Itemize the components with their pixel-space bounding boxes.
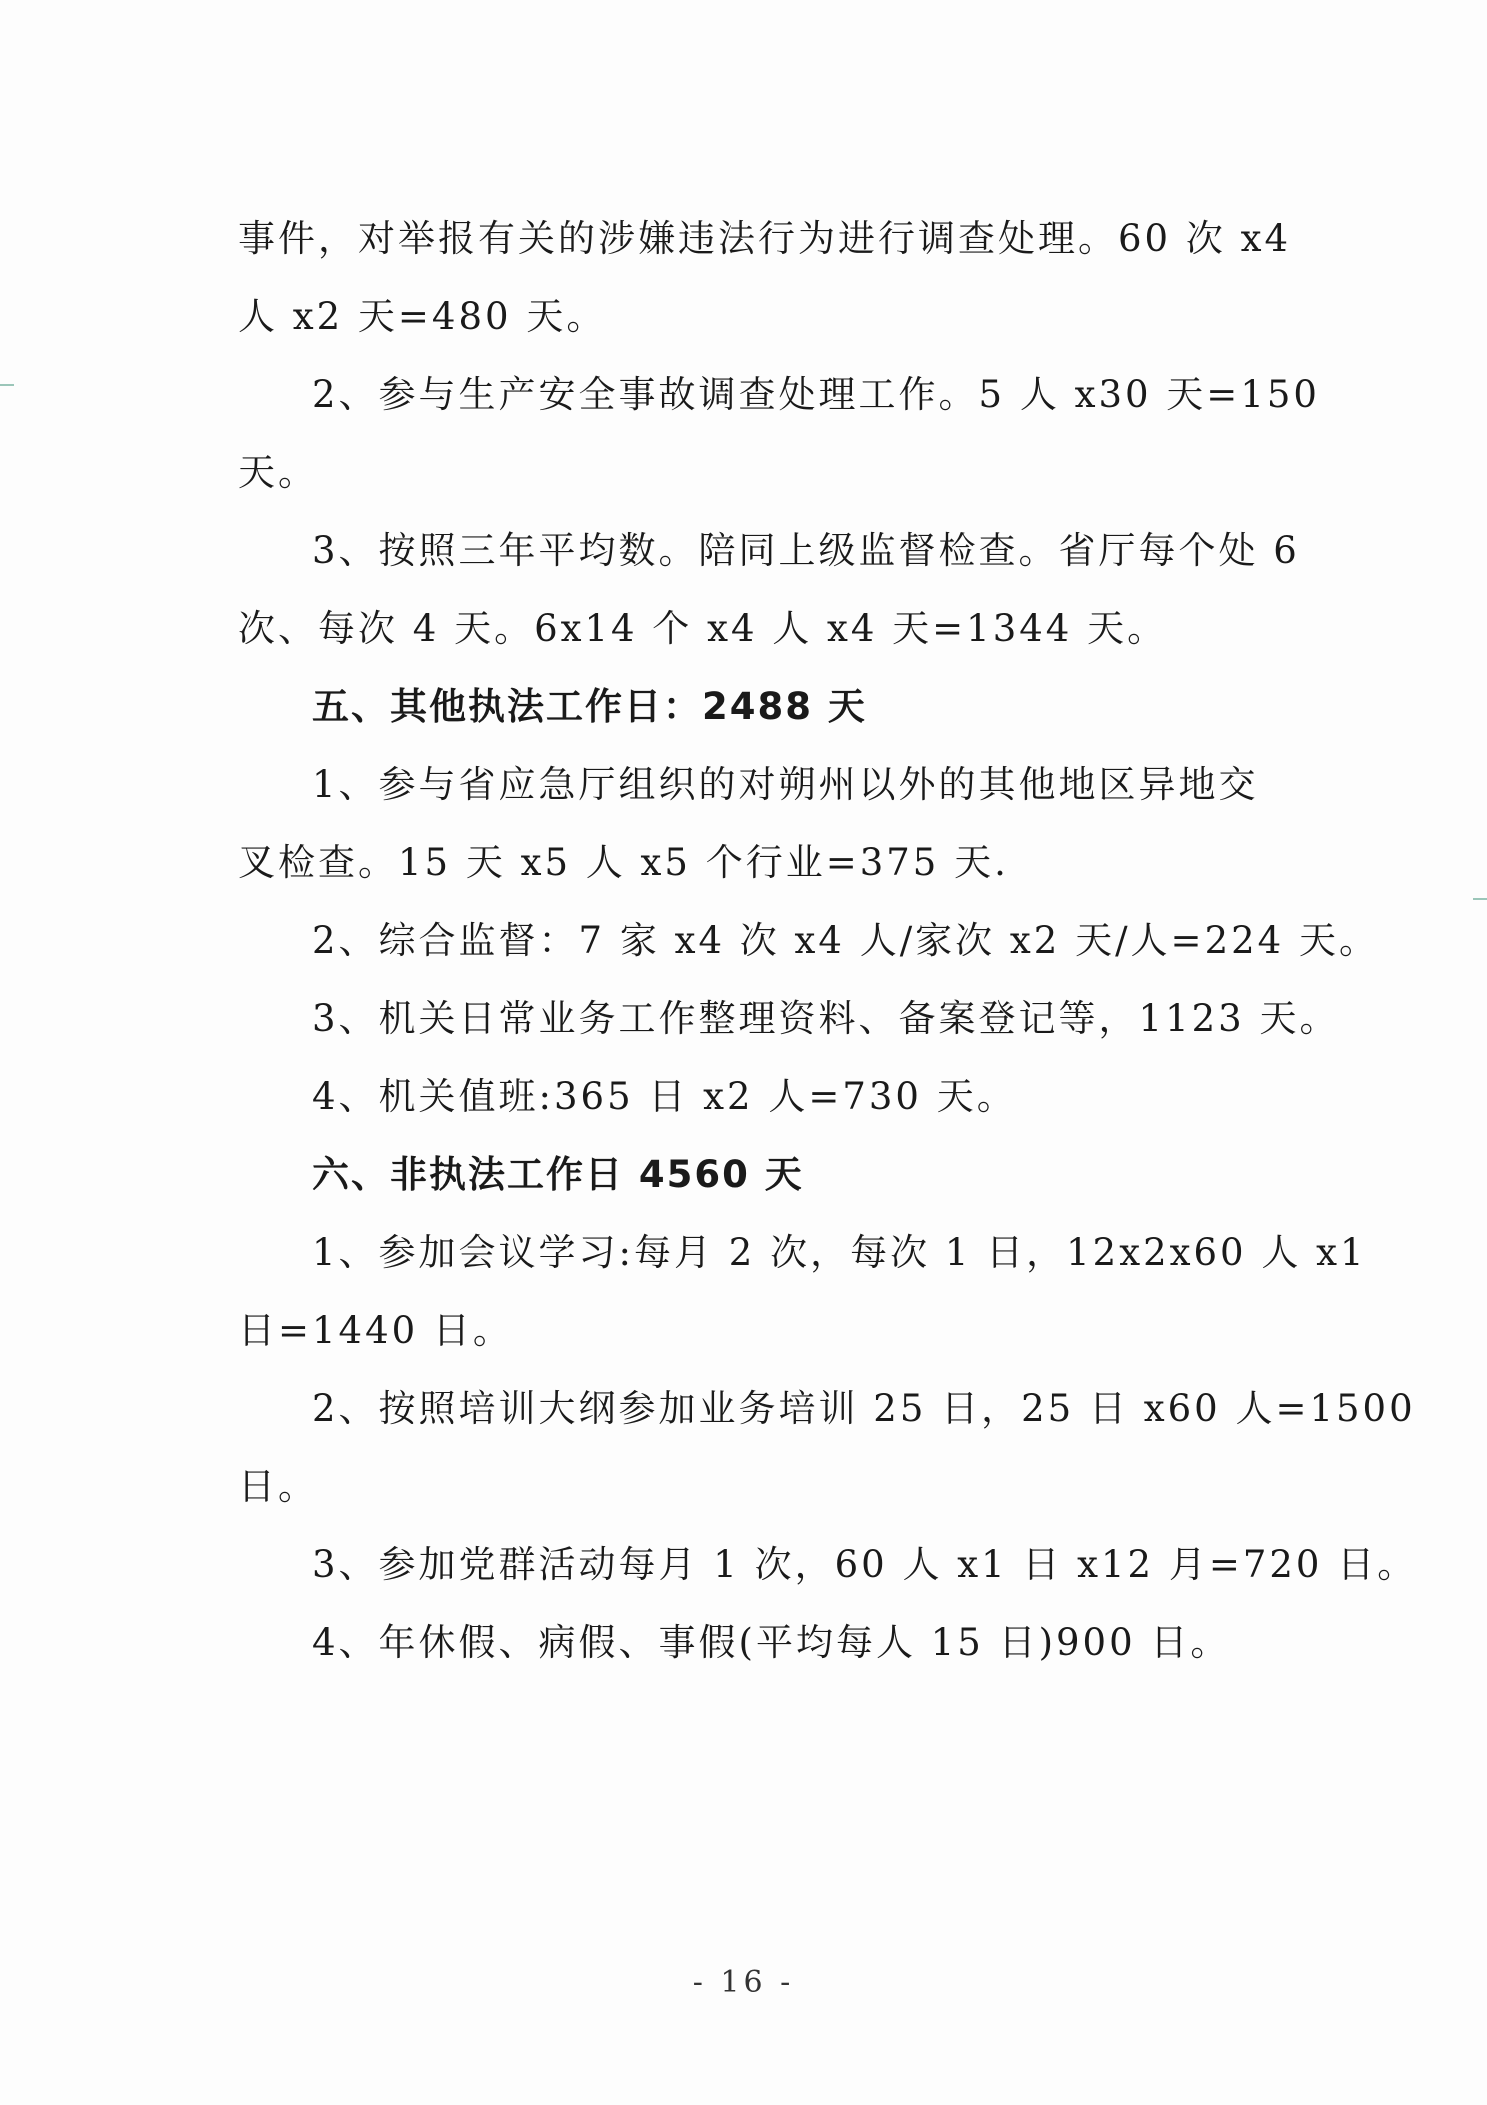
scan-mark-left bbox=[0, 384, 14, 386]
text-line: 次、每次 4 天。6x14 个 x4 人 x4 天=1344 天。 bbox=[238, 607, 1168, 650]
page-number: - 16 - bbox=[692, 1965, 795, 2000]
section-heading: 五、其他执法工作日：2488 天 bbox=[312, 685, 867, 728]
text-line: 3、参加党群活动每月 1 次，60 人 x1 日 x12 月=720 日。 bbox=[312, 1543, 1418, 1586]
section-heading: 六、非执法工作日 4560 天 bbox=[312, 1153, 804, 1196]
text-line: 天。 bbox=[238, 451, 318, 494]
text-line: 1、参与省应急厅组织的对朔州以外的其他地区异地交 bbox=[312, 763, 1259, 806]
text-line: 4、年休假、病假、事假(平均每人 15 日)900 日。 bbox=[312, 1621, 1231, 1664]
text-line: 2、按照培训大纲参加业务培训 25 日，25 日 x60 人=1500 bbox=[312, 1387, 1416, 1430]
text-line: 3、按照三年平均数。陪同上级监督检查。省厅每个处 6 bbox=[312, 529, 1300, 572]
text-line: 1、参加会议学习:每月 2 次，每次 1 日，12x2x60 人 x1 bbox=[312, 1231, 1367, 1274]
text-line: 日=1440 日。 bbox=[238, 1309, 513, 1352]
text-line: 叉检查。15 天 x5 人 x5 个行业=375 天. bbox=[238, 841, 1009, 884]
text-line: 2、综合监督：7 家 x4 次 x4 人/家次 x2 天/人=224 天。 bbox=[312, 919, 1379, 962]
text-line: 3、机关日常业务工作整理资料、备案登记等，1123 天。 bbox=[312, 997, 1340, 1040]
text-line: 日。 bbox=[238, 1465, 318, 1508]
text-line: 4、机关值班:365 日 x2 人=730 天。 bbox=[312, 1075, 1017, 1118]
document-body bbox=[238, 200, 1418, 1682]
text-line: 人 x2 天=480 天。 bbox=[238, 295, 607, 338]
text-line: 2、参与生产安全事故调查处理工作。5 人 x30 天=150 bbox=[312, 373, 1320, 416]
text-line: 事件，对举报有关的涉嫌违法行为进行调查处理。60 次 x4 bbox=[238, 217, 1292, 260]
scan-mark-right bbox=[1473, 898, 1487, 900]
